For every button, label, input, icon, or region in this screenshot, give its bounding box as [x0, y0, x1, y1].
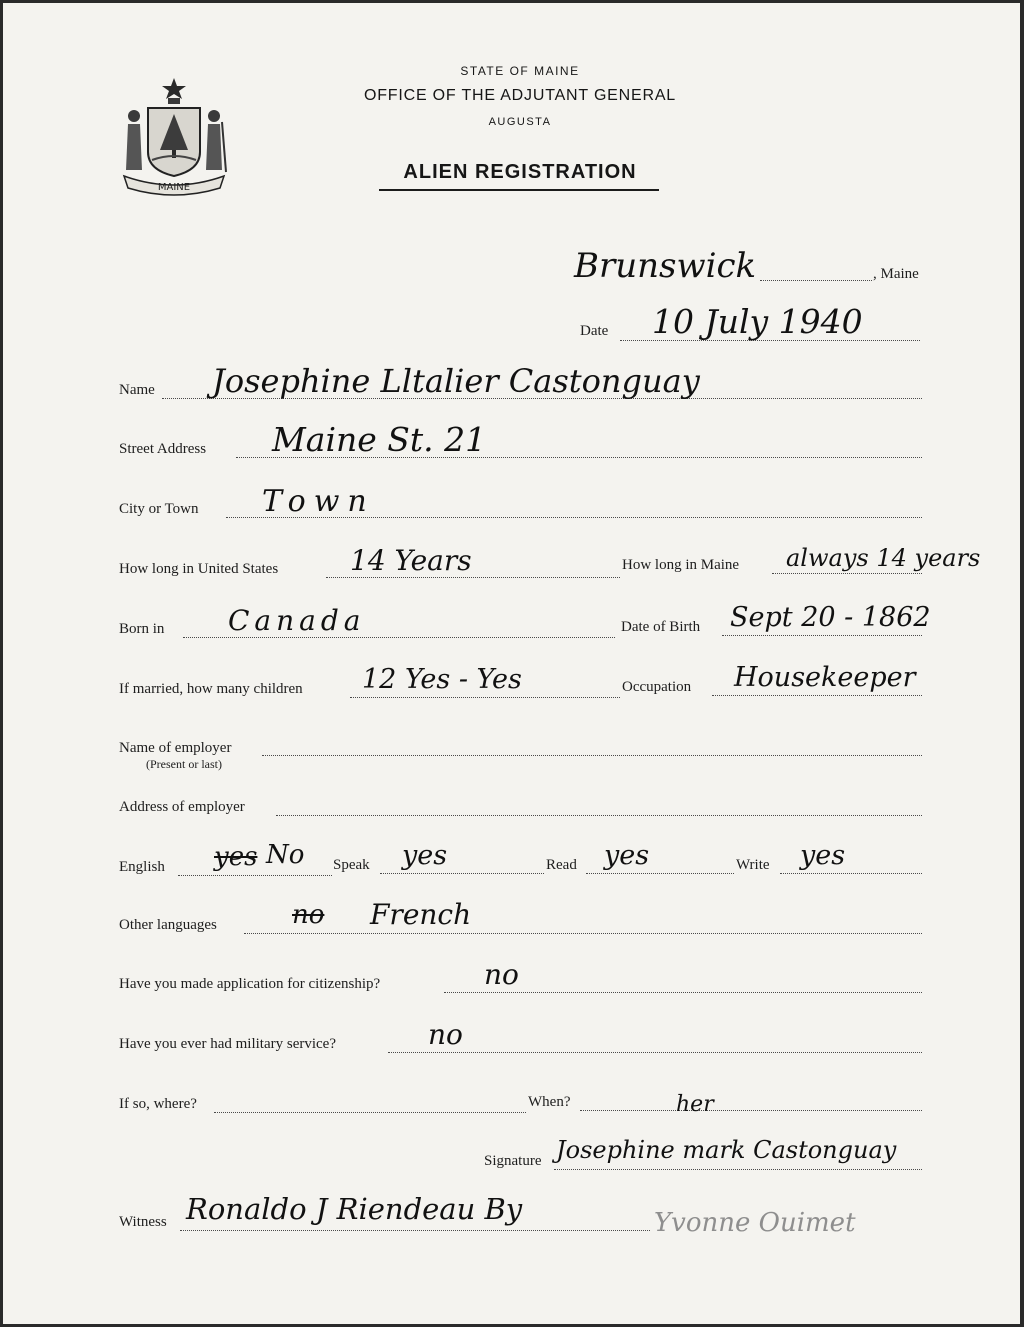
dob-label: Date of Birth	[621, 619, 701, 635]
citizenship-entry: no	[484, 958, 519, 991]
date-label: Date	[580, 323, 609, 339]
employer-address-dots	[276, 815, 922, 816]
how-long-us-entry: 14 Years	[350, 544, 472, 577]
witness-label: Witness	[119, 1214, 167, 1230]
how-long-maine-label: How long in Maine	[622, 557, 740, 573]
witness-entry: Ronaldo J Riendeau By	[186, 1192, 523, 1226]
signature-label: Signature	[484, 1153, 542, 1169]
where-label: If so, where?	[119, 1096, 197, 1112]
place-entry: Brunswick	[574, 246, 757, 286]
english-entry: No	[266, 840, 305, 870]
occupation-label: Occupation	[622, 679, 692, 695]
military-label: Have you ever had military service?	[119, 1036, 336, 1052]
how-long-maine-dots	[772, 573, 922, 574]
scan-border-right	[1020, 0, 1024, 1327]
date-entry: 10 July 1940	[652, 302, 863, 341]
signature-entry: Josephine mark Castonguay	[556, 1136, 897, 1164]
read-label: Read	[546, 857, 577, 873]
occupation-entry: Housekeeper	[734, 662, 916, 693]
witness-dots	[180, 1230, 650, 1231]
place-dots	[760, 280, 872, 281]
other-languages-entry: French	[370, 898, 472, 931]
how-long-us-dots	[326, 577, 620, 578]
military-entry: no	[428, 1018, 463, 1051]
children-entry: 12 Yes - Yes	[362, 664, 522, 695]
born-dots	[183, 637, 615, 638]
read-dots	[586, 873, 734, 874]
scan-border-top	[0, 0, 1024, 3]
signature-dots	[554, 1169, 922, 1170]
speak-label: Speak	[333, 857, 370, 873]
speak-dots	[380, 873, 544, 874]
citizenship-dots	[444, 992, 922, 993]
english-dots	[178, 875, 332, 876]
other-languages-label: Other languages	[119, 917, 217, 933]
married-dots	[350, 697, 620, 698]
when-label: When?	[528, 1094, 571, 1110]
citizenship-label: Have you made application for citizenship?	[119, 976, 381, 992]
employer-label: Name of employer	[119, 740, 232, 756]
where-dots	[214, 1112, 526, 1113]
married-label: If married, how many children	[119, 681, 303, 697]
other-languages-struck-entry: no	[292, 900, 325, 930]
city-entry: Town	[262, 484, 375, 519]
born-entry: Canada	[228, 604, 366, 637]
dob-entry: Sept 20 - 1862	[730, 602, 931, 633]
english-label: English	[119, 859, 165, 875]
born-label: Born in	[119, 621, 165, 637]
speak-entry: yes	[402, 840, 448, 871]
dob-dots	[722, 635, 922, 636]
title-underline	[379, 189, 659, 191]
write-label: Write	[736, 857, 770, 873]
when-dots	[580, 1110, 922, 1111]
how-long-maine-entry: always 14 years	[786, 544, 981, 572]
witness-faint-entry: Yvonne Ouimet	[654, 1208, 856, 1238]
name-entry: Josephine Lltalier Castonguay	[212, 362, 700, 400]
english-struck-entry: yes	[214, 842, 258, 872]
maine-state-seal-icon	[118, 72, 230, 200]
street-label: Street Address	[119, 441, 207, 457]
employer-dots	[262, 755, 922, 756]
employer-address-label: Address of employer	[119, 799, 245, 815]
occupation-dots	[712, 695, 922, 696]
state-heading: STATE OF MAINE	[460, 64, 580, 78]
seal-banner-text: MAINE	[157, 182, 191, 193]
city-heading: AUGUSTA	[488, 116, 552, 128]
office-heading: OFFICE OF THE ADJUTANT GENERAL	[363, 87, 677, 104]
military-dots	[388, 1052, 922, 1053]
name-label: Name	[119, 382, 155, 398]
street-entry: Maine St. 21	[272, 420, 487, 459]
signature-mark-entry: her	[676, 1092, 714, 1117]
scan-border-left	[0, 0, 3, 1327]
place-suffix-label: , Maine	[873, 266, 919, 282]
other-languages-dots	[244, 933, 922, 934]
read-entry: yes	[604, 840, 650, 871]
form-title: ALIEN REGISTRATION	[403, 161, 637, 183]
city-label: City or Town	[119, 501, 199, 517]
employer-sublabel: (Present or last)	[146, 757, 222, 771]
write-dots	[780, 873, 922, 874]
write-entry: yes	[800, 840, 846, 871]
how-long-us-label: How long in United States	[119, 561, 279, 577]
